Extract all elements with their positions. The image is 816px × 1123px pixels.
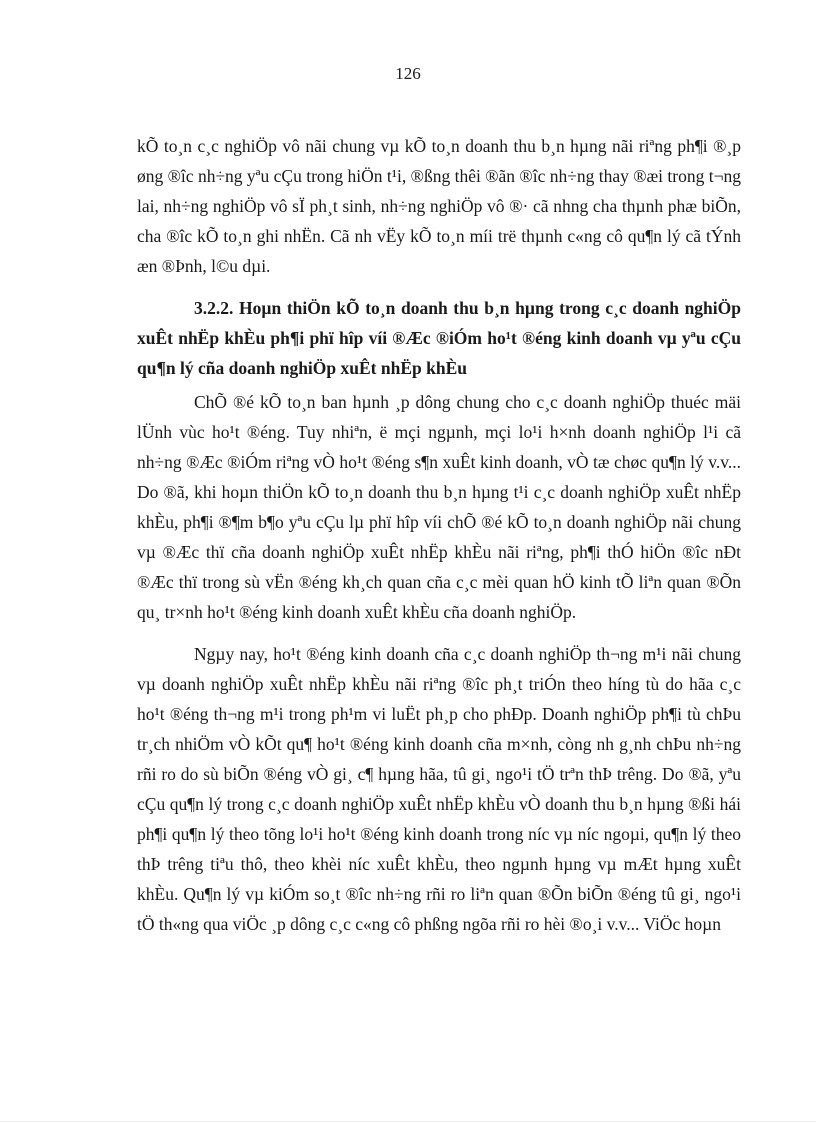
- page-edge-divider: [0, 1121, 816, 1122]
- page-number: 126: [395, 64, 421, 83]
- paragraph-nowadays: Ngµy nay, ho¹t ®éng kinh doanh cña c¸c doanh nghiÖp th¬ng m¹i nãi chung vµ doanh nghiÖp xuÊt nhËp khÈu nãi riªng ®îc ph¸t triÓn theo híng tù do hãa c¸c ho¹t ®éng th¬ng m¹i trong ph¹m vi luËt ph¸p cho phÐp. Doanh nghiÖp ph¶i tù chÞu tr¸ch nhiÖm vÒ kÕt qu¶ ho¹t ®éng kinh doanh cña m×nh, còng nh g¸nh chÞu nh÷ng rñi ro do sù biÕn ®éng vÒ gi¸ c¶ hµng hãa, tû gi¸ ngo¹i tÖ trªn thÞ trêng. Do ®ã, yªu cÇu qu¶n lý trong c¸c doanh nghiÖp xuÊt nhËp khÈu vÒ doanh thu b¸n hµng ®ßi hái ph¶i qu¶n lý theo tõng lo¹i ho¹t ®éng kinh doanh trong níc vµ níc ngoµi, qu¶n lý theo thÞ trêng tiªu thô, theo khèi níc xuÊt khÈu, theo ngµnh hµng vµ mÆt hµng xuÊt khÈu. Qu¶n lý vµ kiÓm so¸t ®îc nh÷ng rñi ro liªn quan ®Õn biÕn ®éng tû gi¸ ngo¹i tÖ th«ng qua viÖc ¸p dông c¸c c«ng cô phßng ngõa rñi ro hèi ®o¸i v.v... ViÖc hoµn: [137, 644, 741, 934]
- paragraph-regime: ChÕ ®é kÕ to¸n ban hµnh ¸p dông chung cho c¸c doanh nghiÖp thuéc mäi lÜnh vùc ho¹t ®éng. Tuy nhiªn, ë mçi ngµnh, mçi lo¹i h×nh doanh nghiÖp l¹i cã nh÷ng ®Æc ®iÓm riªng vÒ ho¹t ®éng s¶n xuÊt kinh doanh, vÒ tæ chøc qu¶n lý v.v... Do ®ã, khi hoµn thiÖn kÕ to¸n doanh thu b¸n hµng t¹i c¸c doanh nghiÖp xuÊt nhËp khÈu, ph¶i ®¶m b¶o yªu cÇu lµ phï hîp víi chÕ ®é kÕ to¸n doanh nghiÖp nãi chung vµ ®Æc thï cña doanh nghiÖp xuÊt nhËp khÈu nãi riªng, ph¶i thÓ hiÖn ®îc nÐt ®Æc thï trong sù vËn ®éng kh¸ch quan cña c¸c mèi quan hÖ kinh tÕ liªn quan ®Õn qu¸ tr×nh ho¹t ®éng kinh doanh xuÊt khÈu cña doanh nghiÖp.: [137, 392, 741, 622]
- paragraph-intro: kÕ to¸n c¸c nghiÖp vô nãi chung vµ kÕ to¸n doanh thu b¸n hµng nãi riªng ph¶i ®¸p øng ®îc nh÷ng yªu cÇu trong hiÖn t¹i, ®ßng thêi ®ãn ®îc nh÷ng thay ®æi trong t¬ng lai, nh÷ng nghiÖp vô sÏ ph¸t sinh, nh÷ng nghiÖp vô ®· cã nhng cha thµnh phæ biÕn, cha ®îc kÕ to¸n ghi nhËn. Cã nh vËy kÕ to¸n míi trë thµnh c«ng cô qu¶n lý cã tÝnh æn ®Þnh, l©u dµi.: [137, 136, 741, 276]
- section-heading: 3.2.2. Hoµn thiÖn kÕ to¸n doanh thu b¸n hµng trong c¸c doanh nghiÖp xuÊt nhËp khÈu ph¶i phï hîp víi ®Æc ®iÓm ho¹t ®éng kinh doanh vµ yªu cÇu qu¶n lý cña doanh nghiÖp xuÊt nhËp khÈu: [137, 298, 741, 378]
- document-body: [137, 131, 741, 939]
